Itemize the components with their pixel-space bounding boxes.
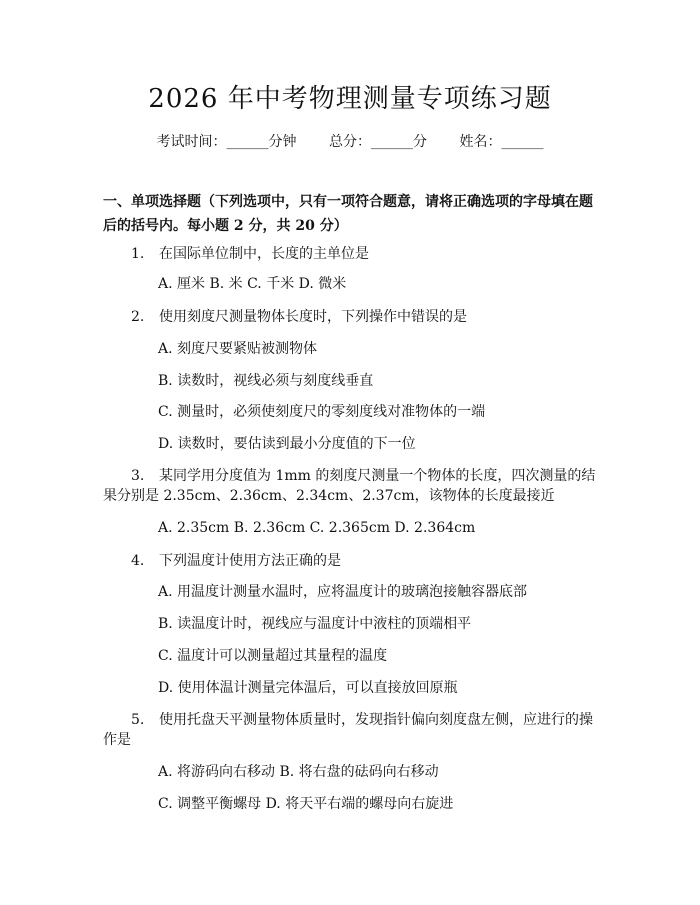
question-number: 5.	[131, 712, 145, 728]
student-name-field: 姓名：______	[459, 134, 544, 150]
question-text: 使用托盘天平测量物体质量时，发现指针偏向刻度盘左侧，应进行的操作是	[103, 712, 593, 748]
section-heading: 一、单项选择题（下列选项中，只有一项符合题意，请将正确选项的字母填在题后的括号内。每小题 2 分，共 20 分）	[103, 194, 593, 234]
question-1-options: A. 厘米 B. 米 C. 千米 D. 微米	[158, 276, 347, 292]
question-5	[103, 710, 601, 750]
question-4-option-b: B. 读温度计时，视线应与温度计中液柱的顶端相平	[158, 616, 472, 632]
question-number: 1.	[131, 246, 145, 262]
question-text: 下列温度计使用方法正确的是	[159, 553, 341, 569]
question-5-options-cd: C. 调整平衡螺母 D. 将天平右端的螺母向右旋进	[158, 796, 454, 812]
exam-time-field: 考试时间：______分钟	[156, 134, 297, 150]
total-score-field: 总分：______分	[329, 134, 427, 150]
question-3-options: A. 2.35cm B. 2.36cm C. 2.365cm D. 2.364cm	[158, 520, 476, 536]
question-text: 在国际单位制中，长度的主单位是	[159, 246, 369, 262]
question-number: 4.	[131, 553, 145, 569]
question-2-option-c: C. 测量时，必须使刻度尺的零刻度线对准物体的一端	[158, 404, 486, 420]
question-2-option-b: B. 读数时，视线必须与刻度线垂直	[158, 373, 374, 389]
question-2-option-a: A. 刻度尺要紧贴被测物体	[158, 341, 318, 357]
question-3	[103, 466, 601, 506]
question-2-option-d: D. 读数时，要估读到最小分度值的下一位	[158, 436, 416, 452]
question-2	[131, 307, 467, 327]
question-4-option-a: A. 用温度计测量水温时，应将温度计的玻璃泡接触容器底部	[158, 584, 528, 600]
question-number: 3.	[131, 468, 145, 484]
question-4	[131, 551, 341, 571]
question-text: 某同学用分度值为 1mm 的刻度尺测量一个物体的长度，四次测量的结果分别是 2.35cm、2.36cm、2.34cm、2.37cm，该物体的长度最接近	[103, 468, 596, 504]
question-number: 2.	[131, 309, 145, 325]
question-text: 使用刻度尺测量物体长度时，下列操作中错误的是	[159, 309, 467, 325]
question-4-option-c: C. 温度计可以测量超过其量程的温度	[158, 648, 388, 664]
exam-info-line	[0, 131, 700, 151]
question-1	[131, 244, 369, 264]
page-title: 2026 年中考物理测量专项练习题	[148, 84, 552, 114]
question-5-options-ab: A. 将游码向右移动 B. 将右盘的砝码向右移动	[158, 764, 439, 780]
question-4-option-d: D. 使用体温计测量完体温后，可以直接放回原瓶	[158, 680, 458, 696]
